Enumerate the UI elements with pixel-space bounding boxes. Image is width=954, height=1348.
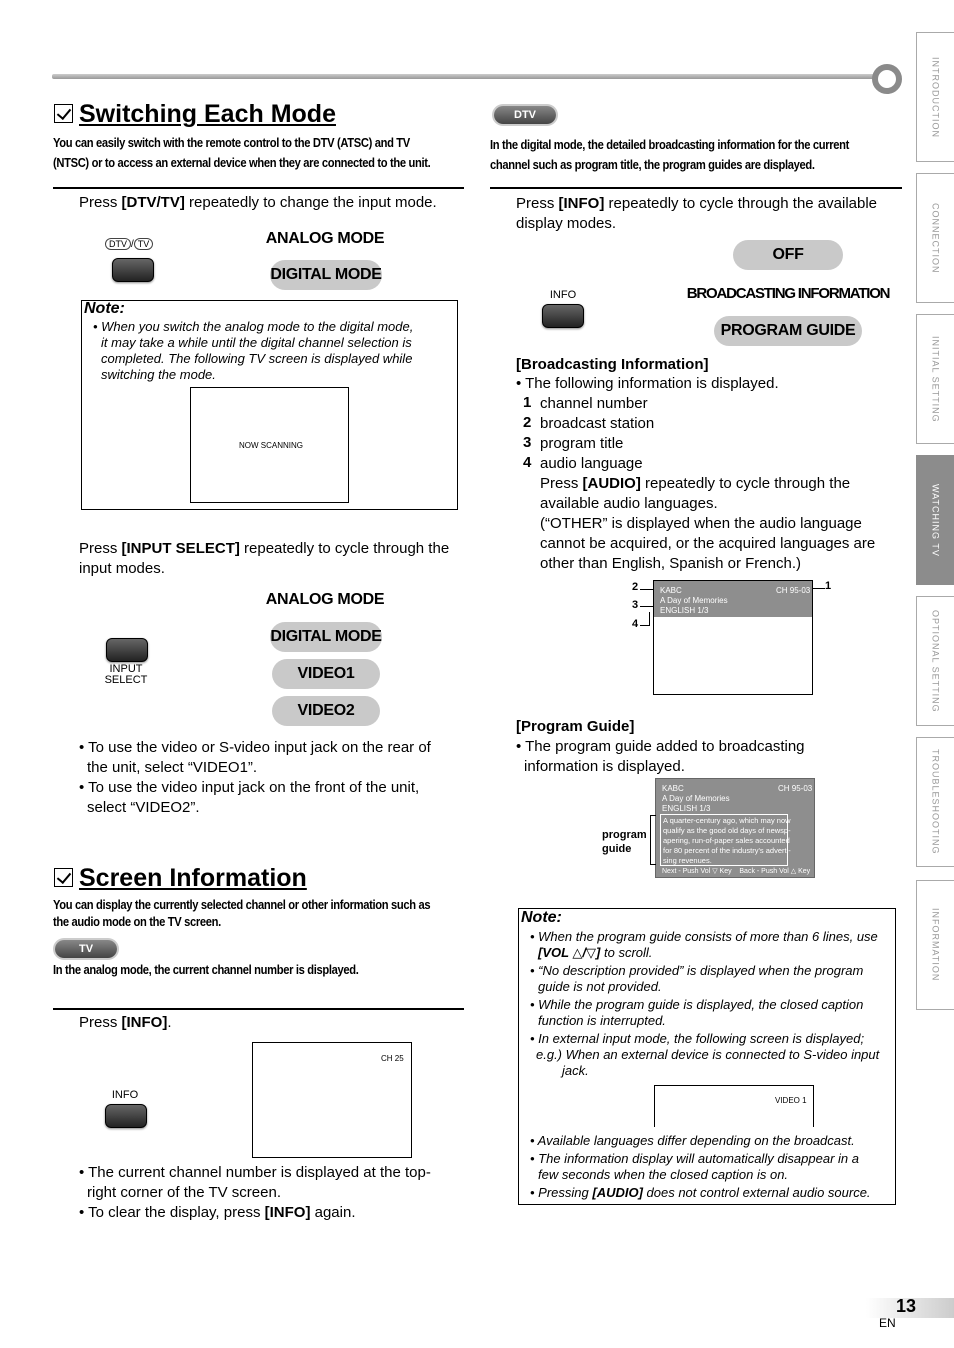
- mode-analog: ANALOG MODE: [265, 230, 385, 247]
- note-title: Note:: [84, 300, 125, 317]
- header-rule-knob: [872, 64, 902, 94]
- side-tab-connection[interactable]: CONNECTION: [916, 173, 954, 303]
- note-title: Note:: [521, 909, 562, 926]
- list-item: channel number: [540, 395, 648, 412]
- divider: [490, 187, 902, 189]
- channel-number-text: CH 25: [381, 1054, 404, 1063]
- side-tab-initial-setting[interactable]: INITIAL SETTING: [916, 314, 954, 444]
- info-button-label: INFO: [111, 1089, 139, 1101]
- side-tab-information[interactable]: INFORMATION: [916, 880, 954, 1010]
- note-text: • When you switch the analog mode to the digital mode, it may take a while until the digital channel selection is completed. The following TV screen is displayed while switching the mode.: [93, 319, 414, 382]
- broadcasting-info-intro: • The following information is displayed.: [516, 375, 779, 392]
- callout-line: [813, 588, 825, 589]
- tv-screen-scanning: [190, 387, 349, 503]
- tv-screen-channel: [252, 1042, 412, 1158]
- dtv-step: Press [INFO] repeatedly to cycle through the available display modes.: [516, 195, 878, 232]
- switching-step2: Press [INPUT SELECT] repeatedly to cycle through the input modes.: [79, 540, 450, 577]
- callout-1: 1: [825, 580, 832, 592]
- screen-info-bullets: • The current channel number is displayed at the top- right corner of the TV screen. • To clear the display, press [INFO] again.: [79, 1164, 431, 1221]
- tv-screen-video1: [654, 1085, 814, 1127]
- note-text: • When the program guide consists of more than 6 lines, use [VOL △/▽] to scroll. • “No description provided” is displayed when the program guide is not provided. • While the program guide is displayed, the closed caption function is interrupted. • In external input mode, the following screen is displayed; e.g.) When an external device is connected to S-video input jack.: [530, 929, 880, 1078]
- info-button-label: INFO: [549, 289, 577, 301]
- note-text: • Available languages differ depending on the broadcast. • The information display will automatically disappear in a few seconds when the closed caption is on. • Pressing [AUDIO] does not control external audio source.: [530, 1133, 871, 1200]
- header-rule: [52, 74, 882, 79]
- input-select-label: INPUT SELECT: [104, 663, 148, 686]
- list-item: program title: [540, 435, 624, 452]
- screen-info-intro: You can display the currently selected channel or other information such as the audio mode on the TV screen.: [53, 897, 431, 929]
- side-tab-introduction[interactable]: INTRODUCTION: [916, 32, 954, 162]
- page-number-box: [866, 1298, 954, 1318]
- tv-badge: TV: [55, 940, 117, 958]
- program-guide-intro: • The program guide added to broadcasting information is displayed.: [516, 738, 805, 775]
- callout-4: 4: [632, 618, 639, 630]
- list-item: broadcast station: [540, 415, 655, 432]
- mode-video2: VIDEO2: [272, 696, 380, 726]
- callout-3: 3: [632, 599, 639, 611]
- switching-bullets: • To use the video or S-video input jack on the rear of the unit, select “VIDEO1”. • To use the video input jack on the front of the unit, select “VIDEO2”.: [79, 739, 431, 816]
- list-number: 2: [523, 414, 532, 431]
- osd-station: KABC: [660, 586, 682, 595]
- callout-line: [640, 606, 654, 607]
- mode-analog: ANALOG MODE: [265, 591, 385, 608]
- video-input-text: VIDEO 1: [775, 1096, 807, 1105]
- info-button[interactable]: [105, 1104, 147, 1128]
- list-item: audio language: [540, 455, 643, 472]
- audio-language-text: Press [AUDIO] repeatedly to cycle through the available audio languages. (“OTHER” is displayed when the audio language cannot be acquired, or the acquired languages are other than English, Spanish or French.): [540, 475, 876, 572]
- divider: [53, 1008, 464, 1010]
- switching-step1: Press [DTV/TV] repeatedly to change the input mode.: [79, 194, 437, 211]
- list-number: 1: [523, 394, 532, 411]
- checkbox-icon: [54, 104, 73, 123]
- callout-2: 2: [632, 581, 639, 593]
- side-tab-troubleshooting[interactable]: TROUBLESHOOTING: [916, 737, 954, 867]
- scan-text: NOW SCANNING: [239, 441, 303, 450]
- list-number: 4: [523, 454, 532, 471]
- dtv-intro: In the digital mode, the detailed broadcasting information for the current channel such as program title, the program guides are displayed.: [490, 137, 850, 172]
- program-guide-footer: Next - Push Vol ▽ Key Back - Push Vol △ Key: [662, 868, 811, 875]
- osd-channel: CH 95-03: [778, 784, 813, 793]
- mode-video1: VIDEO1: [272, 659, 380, 689]
- list-number: 3: [523, 434, 532, 451]
- section-title-switching: Switching Each Mode: [54, 100, 336, 129]
- broadcasting-info-heading: [Broadcasting Information]: [516, 356, 709, 373]
- side-tab-watching-tv[interactable]: WATCHING TV: [916, 455, 954, 585]
- dtv-badge: DTV: [494, 106, 556, 124]
- section-title-screen-info: Screen Information: [54, 864, 307, 893]
- dtv-tv-button[interactable]: [112, 258, 154, 282]
- triangle-up-icon: △: [790, 868, 797, 875]
- switching-intro: You can easily switch with the remote control to the DTV (ATSC) and TV (NTSC) or to access an external device when they are connected to the unit.: [53, 135, 431, 170]
- mode-off: OFF: [733, 240, 843, 270]
- osd-channel: CH 95-03: [776, 586, 811, 595]
- screen-info-step: Press [INFO].: [79, 1014, 172, 1031]
- checkbox-icon: [54, 868, 73, 887]
- mode-digital: DIGITAL MODE: [270, 622, 382, 652]
- mode-program-guide: PROGRAM GUIDE: [714, 316, 862, 346]
- analog-mode-text: In the analog mode, the current channel number is displayed.: [53, 962, 359, 977]
- triangle-down-icon: ▽: [712, 868, 718, 875]
- program-guide-bracket: [650, 815, 656, 865]
- dtv-tv-button-label: DTV / TV: [105, 238, 153, 250]
- mode-broadcasting-information: BROADCASTING INFORMATION: [686, 284, 890, 302]
- info-button[interactable]: [542, 304, 584, 328]
- tv-screen-broadcasting-info: [653, 580, 813, 695]
- divider: [53, 187, 464, 189]
- page-number: 13: [896, 1296, 917, 1316]
- info-banner: [654, 581, 812, 617]
- callout-line: [640, 589, 654, 590]
- osd-station: KABC: [662, 784, 684, 793]
- program-guide-description: A quarter-century ago, which may now qualify as the good old days of newsp- apering, run-of-paper sales accounted for 80 percent of the industry's adverti- sing revenues.: [660, 814, 788, 866]
- program-guide-label: program guide: [602, 829, 647, 855]
- language-code: EN: [879, 1316, 896, 1330]
- side-tab-optional-setting[interactable]: OPTIONAL SETTING: [916, 596, 954, 726]
- osd-title: A Day of Memories: [660, 596, 728, 605]
- osd-title: A Day of Memories: [662, 794, 730, 803]
- callout-line: [640, 612, 650, 626]
- input-select-button[interactable]: [106, 638, 148, 662]
- osd-language: ENGLISH 1/3: [660, 606, 709, 615]
- program-guide-heading: [Program Guide]: [516, 718, 635, 735]
- mode-digital: DIGITAL MODE: [270, 260, 382, 290]
- tv-screen-program-guide: [655, 778, 815, 878]
- osd-language: ENGLISH 1/3: [662, 804, 711, 813]
